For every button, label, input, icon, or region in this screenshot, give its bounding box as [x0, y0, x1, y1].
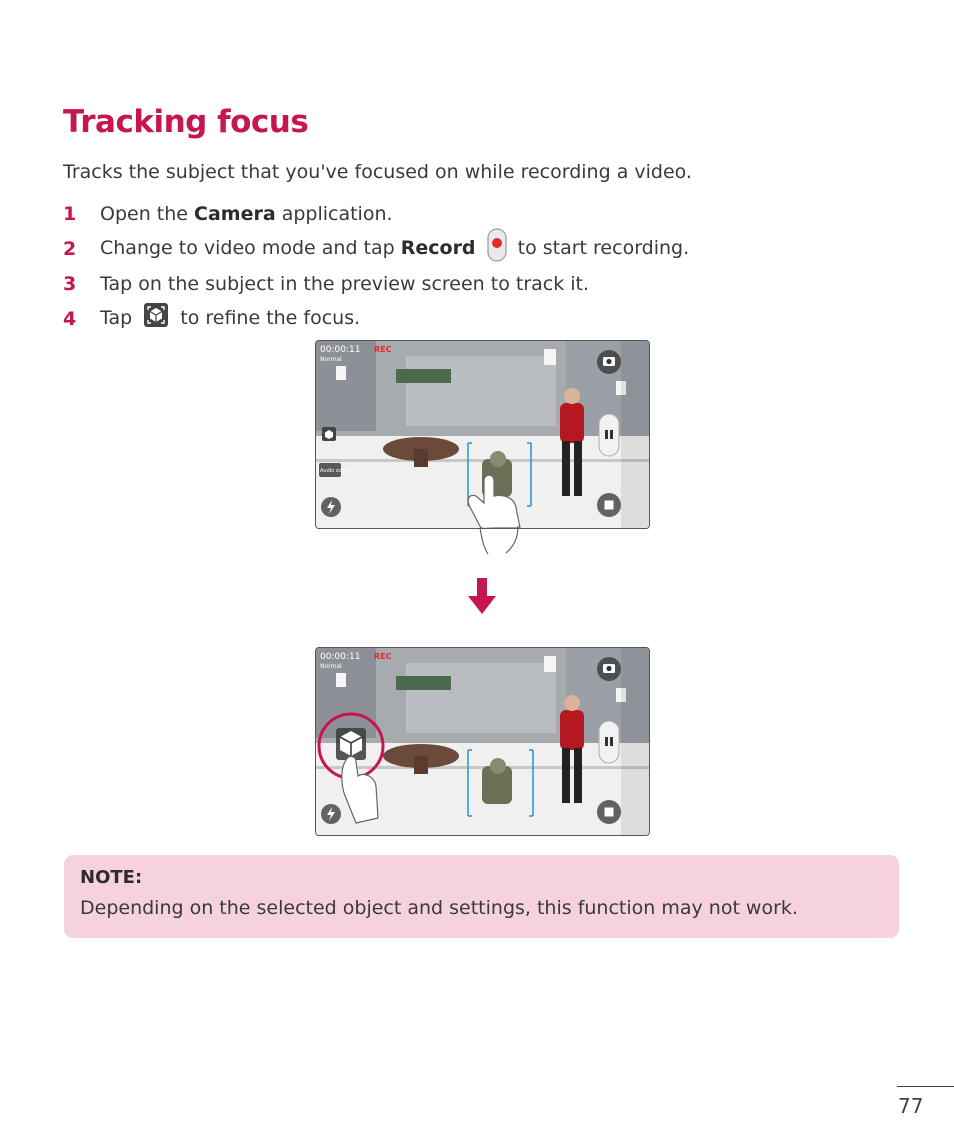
step-text: application.: [275, 202, 393, 225]
intro-text: Tracks the subject that you've focused on while recording a video.: [63, 161, 692, 183]
record-icon: [487, 228, 507, 269]
down-arrow-icon: [468, 578, 496, 614]
step-text: to start recording.: [511, 237, 690, 259]
audio-zoom-label: Audio zoom: [320, 468, 350, 474]
step-3: [63, 266, 913, 301]
step-number: 2: [63, 237, 77, 260]
rec-indicator: REC: [374, 652, 392, 661]
step-number: 1: [63, 202, 77, 225]
step-bold: Camera: [194, 202, 276, 225]
page-number: 77: [898, 1094, 924, 1118]
mode-label: Normal: [320, 663, 342, 670]
rec-indicator: REC: [374, 345, 392, 354]
finger-extension: [470, 520, 530, 560]
steps-list: [63, 196, 913, 336]
note-box: [64, 855, 899, 938]
camera-preview-before: [315, 340, 650, 529]
step-2: [63, 231, 913, 266]
recording-timer: 00:00:11: [320, 652, 361, 662]
note-label: NOTE:: [80, 867, 143, 888]
mode-label: Normal: [320, 356, 342, 363]
step-number: 3: [63, 272, 77, 295]
step-text: Tap: [100, 307, 139, 329]
camera-preview-after: [315, 647, 650, 836]
step-text: to refine the focus.: [174, 307, 361, 329]
step-number: 4: [63, 307, 77, 330]
recording-timer: 00:00:11: [320, 345, 361, 355]
step-text: Open the: [100, 202, 195, 225]
step-bold: Record: [400, 237, 476, 259]
page-number-rule: [897, 1086, 954, 1087]
step-4: [63, 301, 913, 336]
page-title: Tracking focus: [63, 104, 309, 140]
tracking-focus-icon: [143, 302, 169, 335]
step-1: [63, 196, 913, 231]
step-text: Change to video mode and tap: [100, 237, 401, 259]
note-text: Depending on the selected object and settings, this function may not work.: [80, 897, 798, 919]
step-text: Tap on the subject in the preview screen to track it.: [100, 272, 590, 295]
